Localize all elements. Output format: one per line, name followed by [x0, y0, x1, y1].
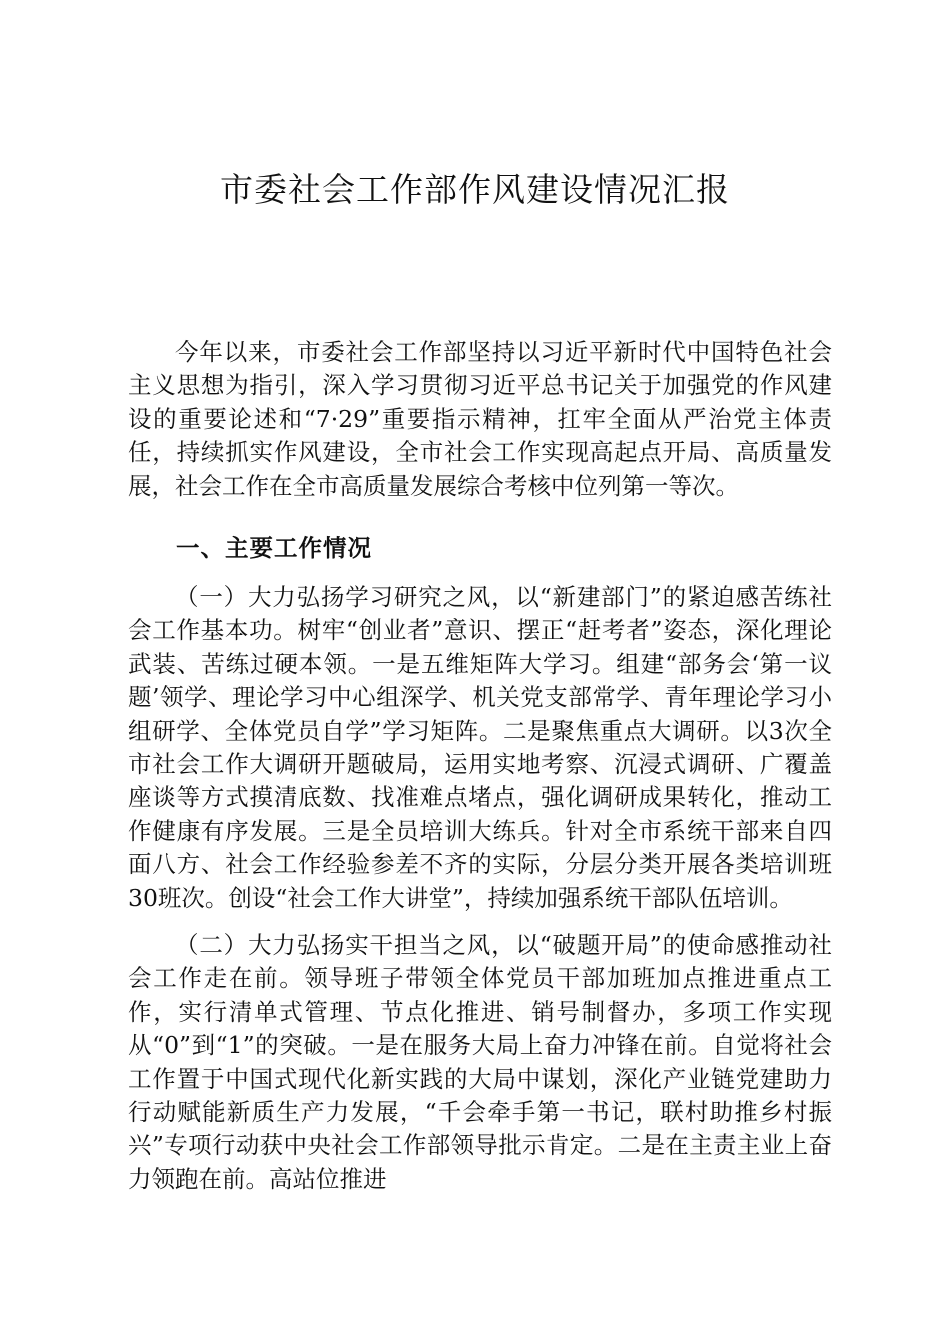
intro-paragraph: 今年以来，市委社会工作部坚持以习近平新时代中国特色社会主义思想为指引，深入学习贯彻习近平总书记关于加强党的作风建设的重要论述和“7·29”重要指示精神，扛牢全面从严治党主体责任，持续抓实作风建设，全市社会工作实现高起点开局、高质量发展，社会工作在全市高质量发展综合考核中位列第一等次。 [128, 338, 832, 500]
paragraph-item-1: （一）大力弘扬学习研究之风，以“新建部门”的紧迫感苦练社会工作基本功。树牢“创业者”意识、摆正“赶考者”姿态，深化理论武装、苦练过硬本领。一是五维矩阵大学习。组建“部务会‘第一议题’领学、理论学习中心组深学、机关党支部常学、青年理论学习小组研学、全体党员自学”学习矩阵。二是聚焦重点大调研。以3次全市社会工作大调研开题破局，运用实地考察、沉浸式调研、广覆盖座谈等方式摸清底数、找准难点堵点，强化调研成果转化，推动工作健康有序发展。三是全员培训大练兵。针对全市系统干部来自四面八方、社会工作经验参差不齐的实际，分层分类开展各类培训班30班次。创设“社会工作大讲堂”，持续加强系统干部队伍培训。 [128, 583, 832, 912]
document-title: 市委社会工作部作风建设情况汇报 [220, 170, 730, 209]
paragraph-item-2: （二）大力弘扬实干担当之风，以“破题开局”的使命感推动社会工作走在前。领导班子带领全体党员干部加班加点推进重点工作，实行清单式管理、节点化推进、销号制督办，多项工作实现从“0”到“1”的突破。一是在服务大局上奋力冲锋在前。自觉将社会工作置于中国式现代化新实践的大局中谋划，深化产业链党建助力行动赋能新质生产力发展，“千会牵手第一书记，联村助推乡村振兴”专项行动获中央社会工作部领导批示肯定。二是在主责主业上奋力领跑在前。高站位推进 [128, 931, 832, 1193]
section-heading: 一、主要工作情况 [176, 534, 372, 562]
